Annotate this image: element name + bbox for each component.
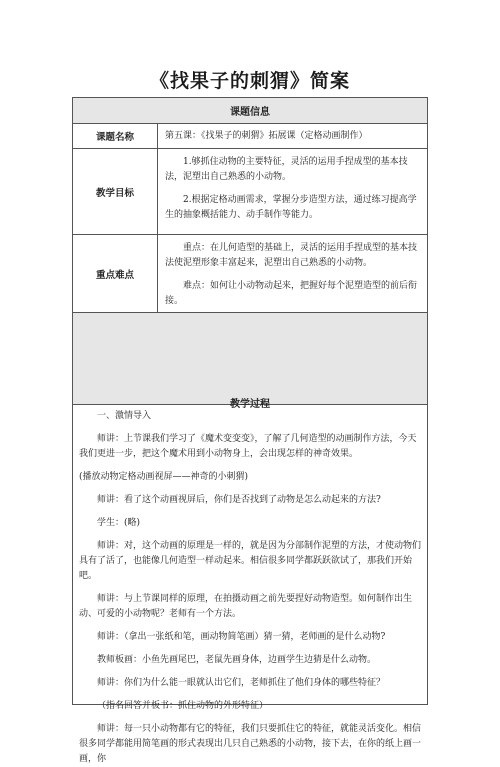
key-point-item: 难点：如何让小动物动起来，把握好每个泥塑造型的前后衔接。 <box>165 281 418 306</box>
topic-value: 第五课：《找果子的刺猬》拓展课（定格动画制作） <box>165 131 368 141</box>
topic-row <box>73 124 427 149</box>
process-paragraph: 教师板画：小鱼先画尾巴，老鼠先画身体，边画学生边猜是什么动物。 <box>97 655 377 665</box>
process-body <box>73 409 427 767</box>
process-paragraph: （指名回答并板书：抓住动物的外形特征） <box>97 701 269 711</box>
process-paragraph: 一、激情导入 <box>97 411 152 421</box>
process-paragraph: 师讲：每一只小动物都有它的特征，我们只要抓住它的特征，就能灵活变化。相信很多同学都能用简笔画的形式表现出几只自己熟悉的小动物，接下去，在你的纸上画一画，你 <box>79 724 422 764</box>
key-point-item: 重点：在儿何造型的基础上，灵活的运用手捏成型的基本技法使泥塑形象丰富起来，泥塑出自己熟悉的小动物。 <box>165 243 418 268</box>
goal-item: 2.根据定格动画需求，掌握分步造型方法，通过练习提高学生的抽象概括能力、动手制作等能力。 <box>165 195 417 220</box>
process-paragraph: (播放动物定格动画视屏——神奇的小刺猬) <box>79 472 249 482</box>
process-header: 教学过程 <box>230 399 270 410</box>
process-paragraph: 师讲：看了这个动画视屏后，你们是否找到了动物是怎么动起来的方法? <box>97 495 381 505</box>
info-header-row <box>73 98 427 124</box>
key-points-row <box>73 235 427 313</box>
process-paragraph: 师讲：（拿出一张纸和笔，画动物简笔画）猜一猜，老师画的是什么动物? <box>97 632 386 642</box>
goal-item: 1.够抓住动物的主要特征，灵活的运用手捏成型的基本技法，泥塑出自己熟悉的小动物。 <box>165 157 408 182</box>
process-paragraph: 师讲：你们为什么能一眼就认出它们，老师抓住了他们身体的哪些特征？ <box>97 678 386 688</box>
topic-label: 课题名称 <box>73 124 158 148</box>
goals-row <box>73 149 427 235</box>
process-paragraph: 师讲：对，这个动画的原理是一样的，就是因为分部制作泥塑的方法，才使动物们具有了活了，也能像几何造型一样动起来。相信很多同学都跃跃欲试了，那我们开始吧。 <box>79 541 422 581</box>
key-points-label: 重点难点 <box>73 235 158 312</box>
lesson-plan-table <box>72 97 428 764</box>
process-paragraph: 师讲：上节课我们学习了《魔术变变变》，了解了几何造型的动画制作方法，今天我们更进一步，把这个魔术用到小动物身上，会出现怎样的神奇效果。 <box>79 434 417 459</box>
info-header: 课题信息 <box>230 107 270 118</box>
process-paragraph: 学生：(略) <box>97 518 141 528</box>
process-paragraph: 师讲：与上节课同样的原理，在拍摄动画之前先要捏好动物造型。如何制作出生动、可爱的小动物呢？老师有一个方法。 <box>79 594 413 619</box>
goals-label: 教学目标 <box>73 149 158 234</box>
process-header-row <box>73 313 427 410</box>
key-points-text <box>165 241 421 309</box>
goals-text <box>165 155 421 223</box>
document-title: 《找果子的刺猬》简案 <box>149 70 350 92</box>
